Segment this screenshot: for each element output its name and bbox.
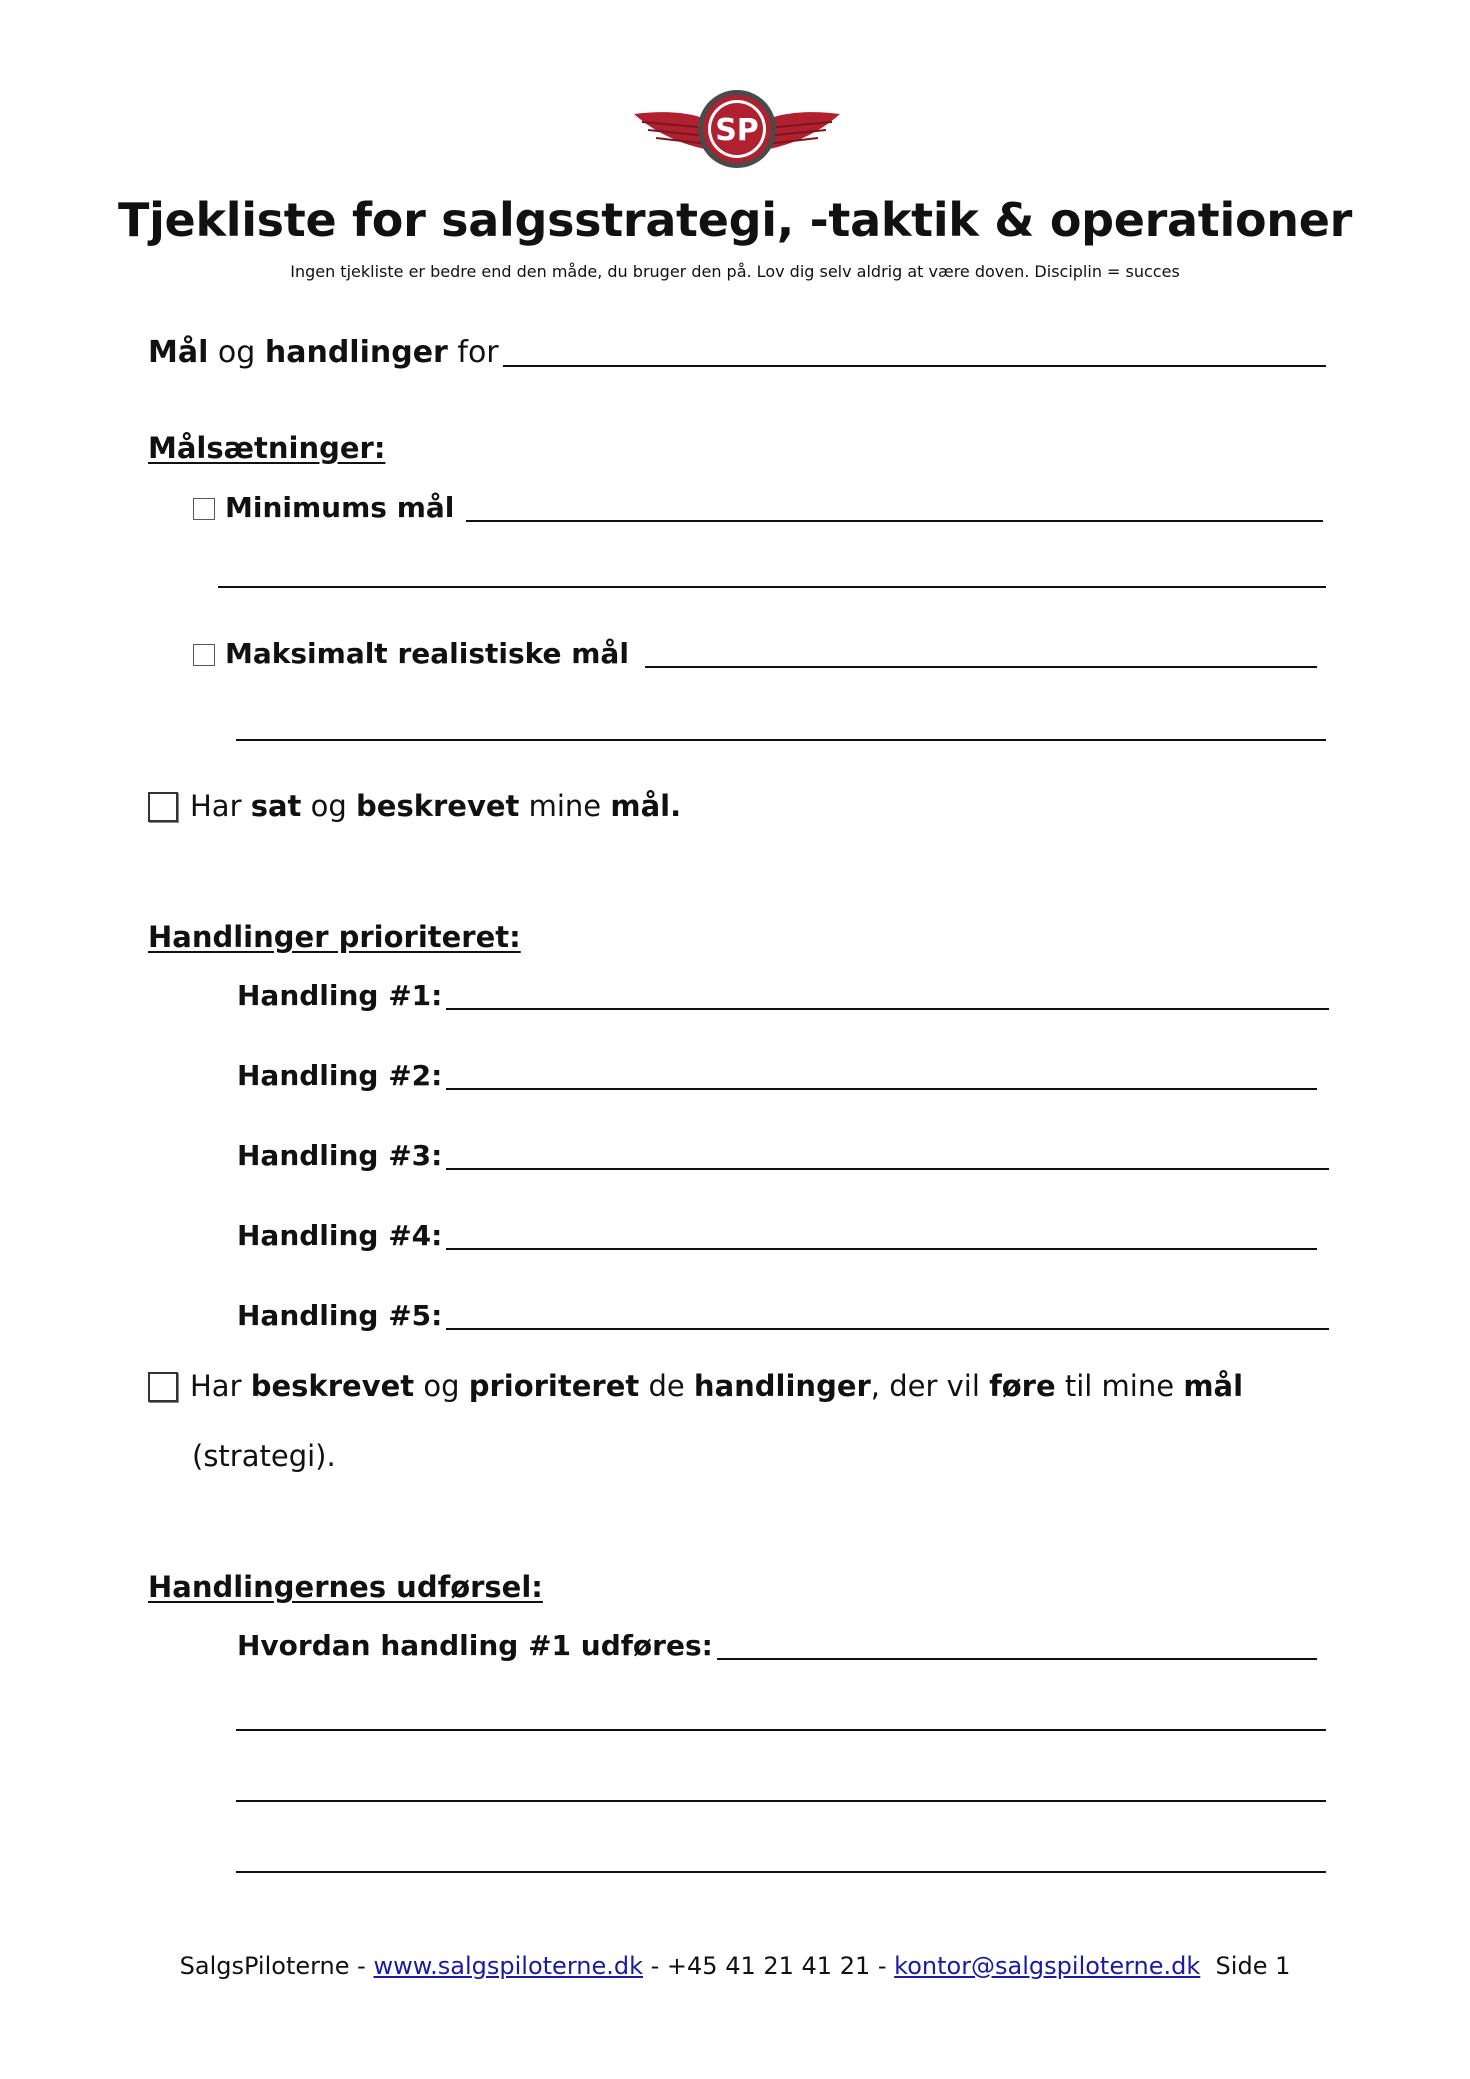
actions-done-text: Har beskrevet og prioriteret de handlinger, der vil føre til mine mål xyxy=(190,1369,1244,1403)
action-field-1[interactable] xyxy=(446,978,1329,1010)
action-label-1: Handling #1: xyxy=(237,979,443,1012)
execution-label-1: Hvordan handling #1 udføres: xyxy=(237,1629,713,1662)
page-subtitle: Ingen tjekliste er bedre end den måde, du bruger den på. Lov dig selv aldrig at være doven. Disciplin = succes xyxy=(290,262,1180,281)
action-field-4[interactable] xyxy=(446,1218,1317,1250)
sp-logo-icon xyxy=(634,88,840,174)
footer-page-number: Side 1 xyxy=(1200,1952,1291,1980)
footer-email-link[interactable]: kontor@salgspiloterne.dk xyxy=(894,1952,1201,1980)
min-goal-label: Minimums mål xyxy=(225,491,455,524)
action-row-5 xyxy=(237,1296,1329,1336)
logo xyxy=(634,88,840,174)
footer-phone: - +45 41 21 41 21 - xyxy=(643,1952,895,1980)
page-title: Tjekliste for salgsstrategi, -taktik & operationer xyxy=(118,193,1352,247)
action-field-5[interactable] xyxy=(446,1298,1329,1330)
actions-done-text-cont: (strategi). xyxy=(192,1439,336,1473)
goals-for-field[interactable] xyxy=(503,335,1326,367)
action-field-3[interactable] xyxy=(446,1138,1329,1170)
goals-for-label: Mål og handlinger for xyxy=(148,335,499,370)
checklist-item-goals xyxy=(148,786,681,826)
action-label-5: Handling #5: xyxy=(237,1299,443,1332)
max-goal-field[interactable] xyxy=(645,636,1317,668)
action-field-2[interactable] xyxy=(446,1058,1317,1090)
execution-field-4[interactable] xyxy=(236,1871,1326,1873)
section-heading-udfoersel: Handlingernes udførsel: xyxy=(148,1570,543,1604)
execution-row-1 xyxy=(237,1626,1317,1666)
max-goal-checkbox[interactable] xyxy=(193,644,215,666)
section-heading-maalsaetninger: Målsætninger: xyxy=(148,431,386,465)
min-goal-field[interactable] xyxy=(466,490,1323,522)
goals-done-text: Har sat og beskrevet mine mål. xyxy=(190,789,682,823)
max-goal-row xyxy=(193,634,1317,674)
min-goal-checkbox[interactable] xyxy=(193,498,215,520)
footer-website-link[interactable]: www.salgspiloterne.dk xyxy=(373,1952,643,1980)
action-label-3: Handling #3: xyxy=(237,1139,443,1172)
section-heading-handlinger: Handlinger prioriteret: xyxy=(148,920,521,954)
execution-field-1[interactable] xyxy=(717,1628,1317,1660)
goals-done-checkbox[interactable] xyxy=(148,792,178,822)
execution-field-2[interactable] xyxy=(236,1729,1326,1731)
action-label-4: Handling #4: xyxy=(237,1219,443,1252)
action-row-4 xyxy=(237,1216,1317,1256)
execution-field-3[interactable] xyxy=(236,1800,1326,1802)
max-goal-field-2[interactable] xyxy=(236,739,1326,741)
goals-for-row xyxy=(148,333,1326,373)
checklist-item-actions xyxy=(148,1366,1243,1406)
min-goal-field-2[interactable] xyxy=(218,586,1326,588)
action-row-3 xyxy=(237,1136,1329,1176)
max-goal-label: Maksimalt realistiske mål xyxy=(225,637,629,670)
footer xyxy=(0,1952,1470,1980)
action-label-2: Handling #2: xyxy=(237,1059,443,1092)
footer-company: SalgsPiloterne - xyxy=(179,1952,374,1980)
action-row-1 xyxy=(237,976,1329,1016)
action-row-2 xyxy=(237,1056,1317,1096)
min-goal-row xyxy=(193,488,1323,528)
actions-done-checkbox[interactable] xyxy=(148,1372,178,1402)
svg-text:SP: SP xyxy=(715,113,759,148)
